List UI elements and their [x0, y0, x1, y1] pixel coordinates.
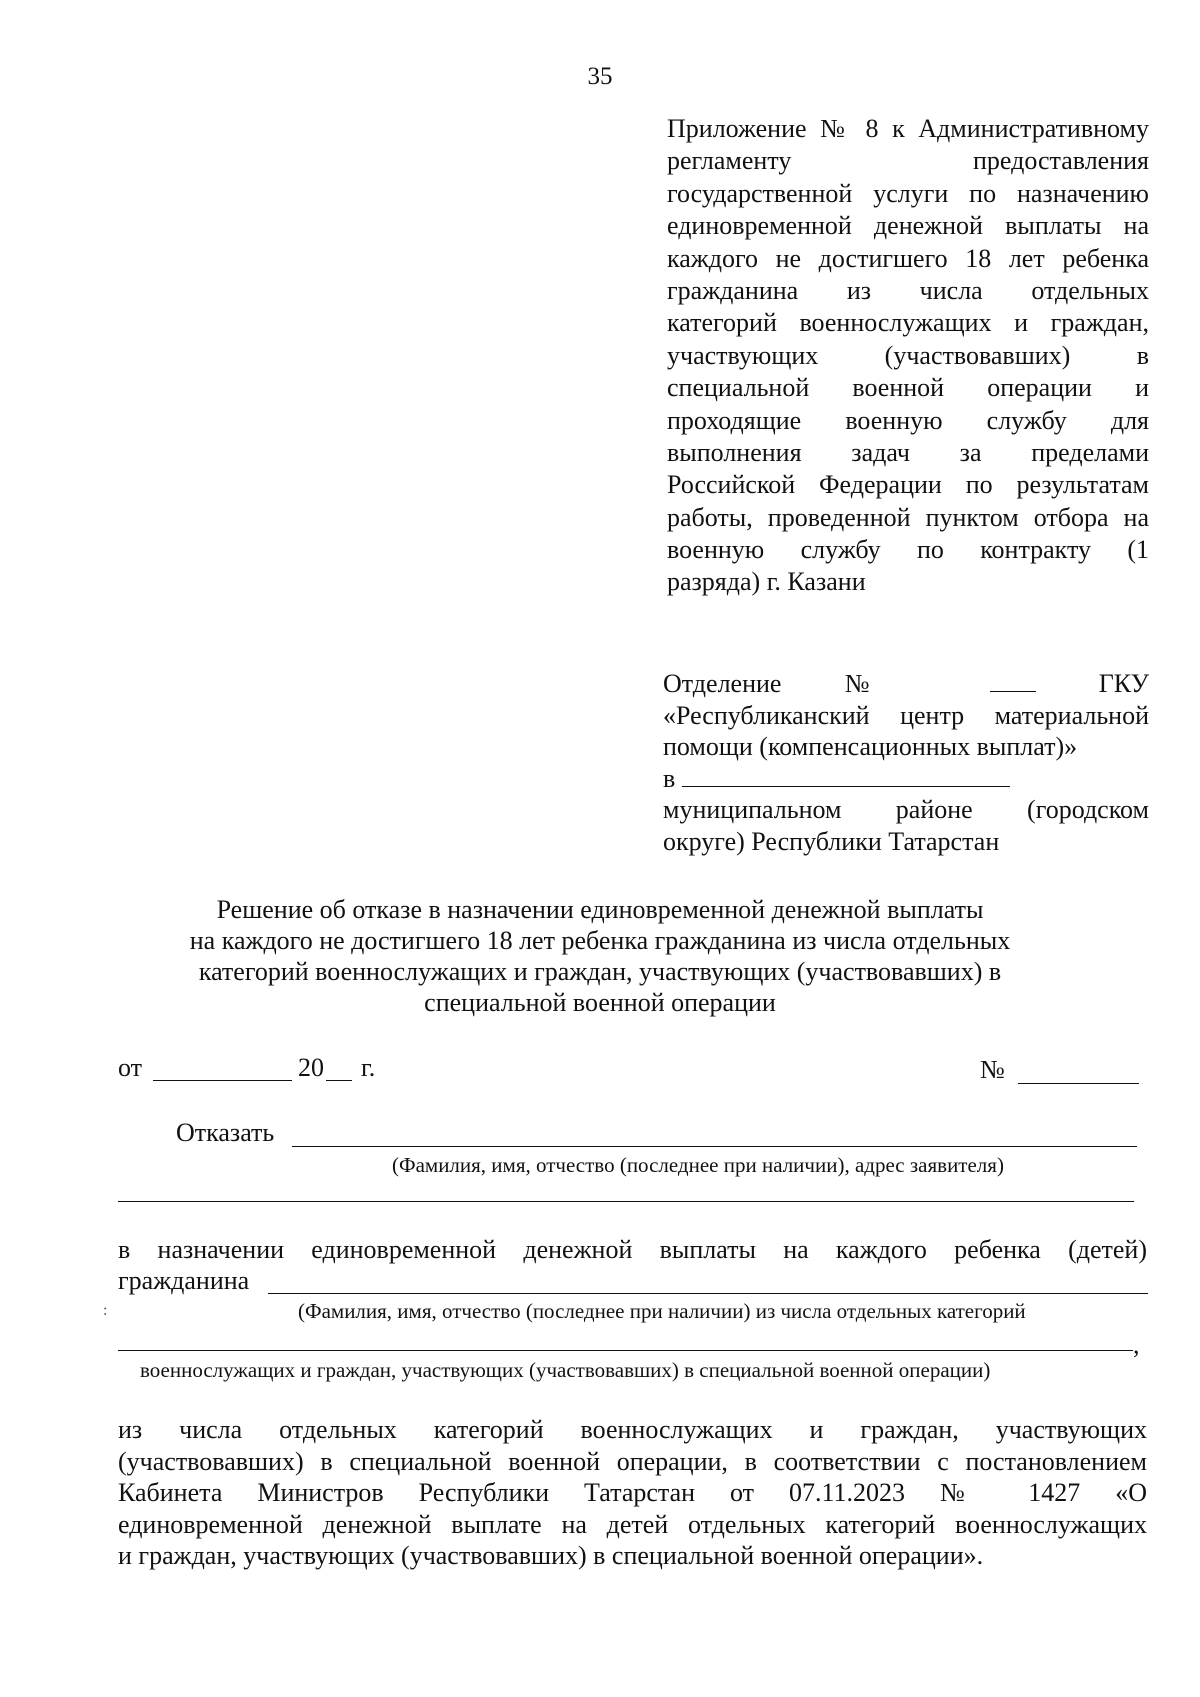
addressee-line-department [663, 668, 1149, 700]
citizen-label: гражданина [118, 1266, 250, 1295]
citizen-name-blank[interactable] [268, 1293, 1148, 1294]
addressee-line: муниципальном районе (городском [663, 795, 1149, 824]
addressee-line: округе) Республики Татарстан [663, 826, 1000, 856]
department-label: Отделение [663, 669, 782, 698]
citizen-caption: (Фамилия, имя, отчество (последнее при наличии) из числа отдельных категорий [298, 1299, 1026, 1323]
final-paragraph [118, 1414, 1147, 1572]
category-caption: военнослужащих и граждан, участвующих (участвовавших) в специальной военной операции) [140, 1358, 991, 1382]
appendix-line: Приложение № 8 к Административному [667, 114, 1149, 143]
appendix-line: участвующих (участвовавших) в [667, 340, 1149, 370]
addressee-line-municipality [663, 763, 1149, 795]
appendix-line: Российской Федерации по результатам [667, 470, 1149, 500]
paragraph-line: из числа отдельных категорий военнослужащих и граждан, участвующих [118, 1415, 1147, 1444]
citizen-category-blank[interactable] [118, 1350, 1133, 1351]
decision-number-sign: № [980, 1055, 1005, 1084]
addressee-line: помощи (компенсационных выплат)» [663, 732, 1078, 761]
municipality-blank[interactable] [682, 766, 1010, 787]
appendix-line: специальной военной операции и [667, 373, 1149, 403]
grant-text [118, 1234, 1147, 1266]
applicant-address-blank[interactable] [118, 1201, 1134, 1202]
paragraph-line: (участвовавших) в специальной военной операции, в соответствии с постановлением [118, 1446, 1147, 1476]
paragraph-line: Кабинета Министров Республики Татарстан от 07.11.2023 № 1427 «О [118, 1478, 1147, 1508]
applicant-name-blank[interactable] [292, 1146, 1137, 1147]
appendix-line: выполнения задач за пределами [667, 437, 1149, 467]
title-line: категорий военнослужащих и граждан, участвующих (участвовавших) в [198, 957, 1002, 986]
date-from-label: от [118, 1053, 143, 1082]
scan-mark: : [103, 1302, 108, 1319]
applicant-caption: (Фамилия, имя, отчество (последнее при наличии), адрес заявителя) [392, 1153, 1004, 1177]
refuse-label: Отказать [176, 1118, 275, 1147]
grant-line: в назначении единовременной денежной выплаты на каждого ребенка (детей) [118, 1235, 1147, 1264]
department-gku: ГКУ [1098, 669, 1150, 698]
appendix-line: каждого не достигшего 18 лет ребенка [667, 243, 1149, 273]
decision-title [150, 894, 1050, 1018]
comma: , [1133, 1330, 1140, 1359]
appendix-header [667, 113, 1149, 599]
title-line: специальной военной операции [424, 988, 776, 1017]
appendix-line: проходящие военную службу для [667, 405, 1149, 435]
addressee-block [663, 668, 1149, 857]
date-blank[interactable] [153, 1080, 292, 1081]
year-prefix: 20 [298, 1053, 324, 1082]
department-number-blank[interactable] [990, 671, 1036, 692]
paragraph-line: и граждан, участвующих (участвовавших) в специальной военной операции». [118, 1541, 984, 1571]
appendix-line: разряда) г. Казани [667, 567, 866, 597]
addressee-line: «Республиканский центр материальной [663, 700, 1149, 730]
appendix-line: регламенту предоставления [667, 146, 1149, 176]
decision-number-blank[interactable] [1018, 1083, 1139, 1084]
year-suffix: г. [361, 1053, 376, 1082]
year-blank[interactable] [326, 1080, 352, 1081]
in-label: в [663, 763, 676, 793]
paragraph-line: единовременной денежной выплате на детей отдельных категорий военнослужащих [118, 1509, 1147, 1539]
department-number-sign: № [844, 669, 927, 698]
appendix-line: государственной услуги по назначению [667, 178, 1149, 208]
appendix-line: единовременной денежной выплаты на [667, 211, 1149, 241]
title-line: на каждого не достигшего 18 лет ребенка гражданина из числа отдельных [189, 926, 1011, 955]
page-number: 35 [587, 63, 613, 90]
appendix-line: работы, проведенной пунктом отбора на [667, 502, 1149, 532]
title-line: Решение об отказе в назначении единовременной денежной выплаты [216, 895, 984, 924]
appendix-line: категорий военнослужащих и граждан, [667, 308, 1149, 338]
appendix-line: гражданина из числа отдельных [667, 275, 1149, 305]
appendix-line: военную службу по контракту (1 [667, 535, 1149, 565]
